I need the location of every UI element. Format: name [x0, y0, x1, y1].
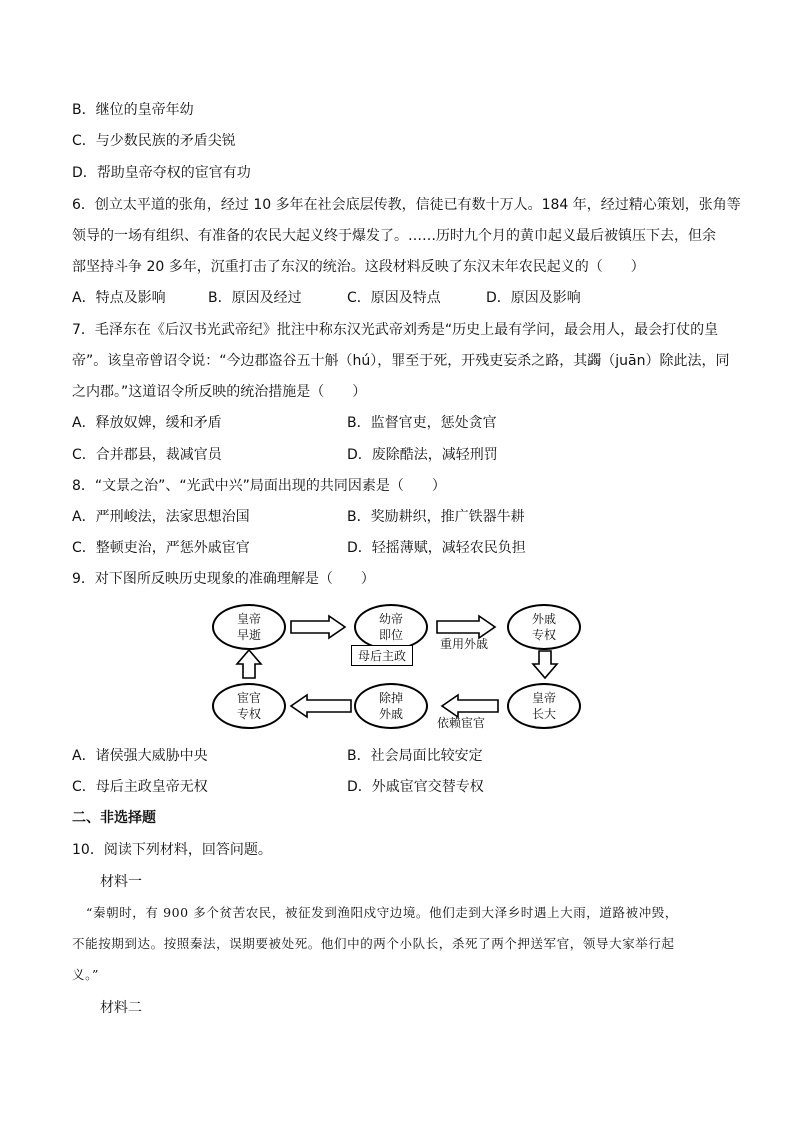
node-relatives-power [507, 604, 581, 650]
node-text: 专权 [531, 628, 556, 642]
node-young-emperor [354, 604, 428, 650]
arrow-up [237, 650, 261, 678]
material1-line2: 不能按期到达。按照秦法，误期要被处死。他们中的两个小队长，杀死了两个押送军官，领导大家举行起 [72, 936, 675, 951]
q5-option-d: D．帮助皇帝夺权的宦官有功 [72, 165, 251, 181]
q5-option-b: B．继位的皇帝年幼 [72, 102, 194, 118]
q7-option-c: C．合并郡县，裁减官员 [72, 447, 222, 463]
label-use-relatives: 重用外戚 [440, 637, 489, 651]
q7-stem-line1: 7．毛泽东在《后汉书光武帝纪》批注中称东汉光武帝刘秀是“历史上最有学问，最会用人，最会打仗的皇 [72, 322, 719, 338]
node-text: 即位 [378, 628, 403, 642]
box-empress-dowager: 母后主政 [351, 645, 413, 666]
node-text: 皇帝 [531, 691, 556, 705]
node-text: 宦官 [236, 691, 261, 705]
q7-stem-line3: 之内郡。”这道诏令所反映的统治措施是（ ） [72, 384, 367, 400]
q6-stem-line2: 领导的一场有组织、有准备的农民大起义终于爆发了。……历时九个月的黄巾起义最后被镇压下去，但余 [72, 228, 716, 244]
arrow-left-2 [291, 695, 351, 717]
node-text: 除掉 [378, 691, 403, 705]
q9-option-b: B．社会局面比较安定 [347, 748, 483, 764]
node-text: 早逝 [236, 628, 261, 642]
q8-option-c: C．整顿吏治，严惩外戚宦官 [72, 540, 250, 556]
section-heading: 二、非选择题 [72, 810, 156, 826]
label-rely-eunuchs: 依赖宦官 [437, 716, 486, 730]
q8-option-a: A．严刑峻法，法家思想治国 [72, 509, 250, 525]
q8-option-b: B．奖励耕织，推广铁器牛耕 [347, 509, 525, 525]
node-text: 外戚 [531, 612, 556, 626]
node-emperor-early-death [212, 604, 286, 650]
q9-option-d: D．外戚宦官交替专权 [347, 779, 484, 795]
q9-option-a: A．诸侯强大威胁中央 [72, 748, 208, 764]
node-text: 长大 [531, 707, 556, 721]
q6-option-c: C．原因及特点 [347, 290, 441, 306]
q7-stem-line2: 帝”。该皇帝曾诏令说：“今边郡盗谷五十斛（hú），罪至于死，开残吏妄杀之路，其蠲（juān）除此法，同 [72, 353, 730, 369]
arrow-right-1 [291, 616, 345, 638]
q6-stem-line1: 6．创立太平道的张角，经过 10 多年在社会底层传教，信徒已有数十万人。184 年，经过精心策划，张角等 [72, 197, 741, 213]
material1-title: 材料一 [100, 874, 142, 890]
q7-option-a: A．释放奴婢，缓和矛盾 [72, 415, 222, 431]
q9-option-c: C．母后主政皇帝无权 [72, 779, 208, 795]
q7-option-d: D．废除酷法，减轻刑罚 [347, 447, 498, 463]
node-text: 皇帝 [236, 612, 261, 626]
q8-stem: 8．“文景之治”、“光武中兴”局面出现的共同因素是（ ） [72, 478, 446, 494]
node-text: 外戚 [378, 707, 403, 721]
node-remove-relatives [354, 683, 428, 729]
q9-stem: 9．对下图所反映历史现象的准确理解是（ ） [72, 571, 375, 587]
q7-option-b: B．监督官吏，惩处贪官 [347, 415, 497, 431]
node-emperor-grown [507, 683, 581, 729]
q6-option-b: B．原因及经过 [208, 290, 302, 306]
material1-line3: 义。” [72, 967, 99, 982]
q6-option-d: D．原因及影响 [486, 290, 581, 306]
node-eunuch-power [212, 683, 286, 729]
node-text: 幼帝 [378, 612, 403, 626]
q10-stem: 10．阅读下列材料，回答问题。 [72, 842, 272, 858]
material2-title: 材料二 [100, 1000, 142, 1016]
q6-stem-line3: 部坚持斗争 20 多年，沉重打击了东汉的统治。这段材料反映了东汉末年农民起义的（ ） [72, 259, 645, 275]
node-text: 专权 [236, 707, 261, 721]
q6-option-a: A．特点及影响 [72, 290, 166, 306]
arrow-down [533, 651, 557, 678]
q5-option-c: C．与少数民族的矛盾尖锐 [72, 133, 236, 149]
q8-option-d: D．轻摇薄赋，减轻农民负担 [347, 540, 526, 556]
material1-line1: “秦朝时，有 900 多个贫苦农民，被征发到渔阳戍守边境。他们走到大泽乡时遇上大雨，道路被冲毁， [86, 905, 678, 920]
